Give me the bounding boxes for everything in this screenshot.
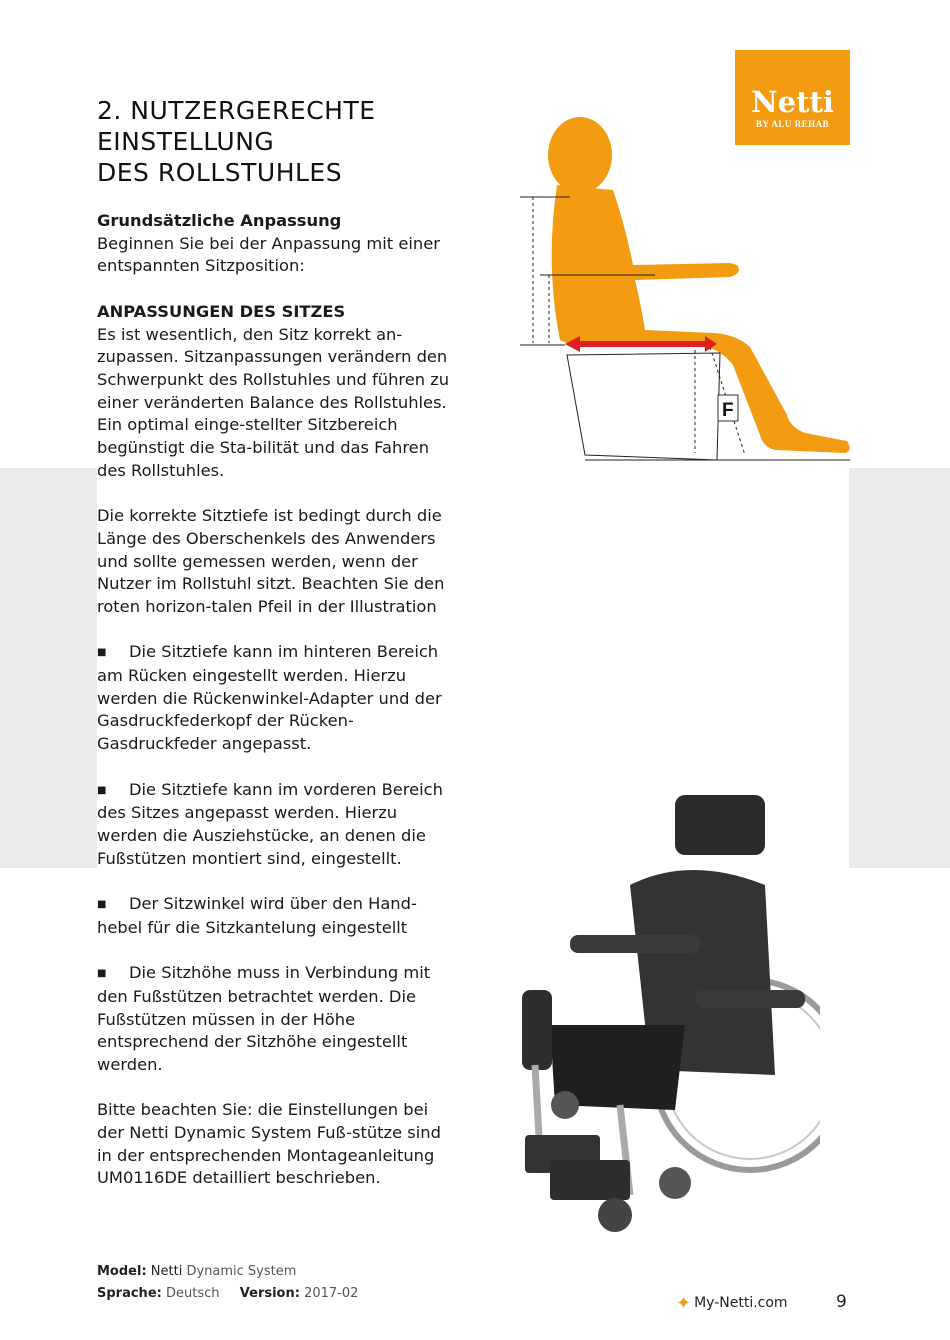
seat-text: Es ist wesentlich, den Sitz korrekt an-zupassen. Sitzanpassungen verändern den Schwerpunkt des Rollstuhles und führen zu einer veränderten Balance des Rollstuhles. Ein optimal einge-stellter Sitzbereich begünstigt die Sta-bilität und das Fahren des Rollstuhles. xyxy=(97,324,450,480)
title-line-2: EINSTELLUNG xyxy=(97,127,275,156)
seating-illustration xyxy=(505,115,855,475)
version-value: 2017-02 xyxy=(304,1286,359,1301)
title-line-3: DES ROLLSTUHLES xyxy=(97,158,343,187)
butterfly-icon: ✦ xyxy=(676,1293,692,1314)
model-label: Model: xyxy=(97,1264,147,1279)
basic-text: Beginnen Sie bei der Anpassung mit einer entspannten Sitzposition: xyxy=(97,233,440,276)
model-line xyxy=(97,1261,358,1283)
version-label: Version: xyxy=(239,1286,300,1301)
website-text: My-Netti.com xyxy=(694,1295,788,1311)
note-paragraph: Bitte beachten Sie: die Einstellungen bei der Netti Dynamic System Fuß-stütze sind in der entsprechenden Montageanleitung UM0116DE detailliert beschrieben. xyxy=(97,1100,441,1188)
website-link[interactable] xyxy=(676,1293,788,1314)
page-number: 9 xyxy=(836,1292,847,1312)
bullet-item: ■ Die Sitztiefe kann im hinteren Bereich am Rücken eingestellt werden. Hierzu werden die Rückenwinkel-Adapter und der Gasdruckfederkopf der Rücken-Gasdruckfeder angepasst. xyxy=(97,641,452,756)
model-value: Dynamic System xyxy=(186,1264,297,1279)
basic-heading: Grundsätzliche Anpassung xyxy=(97,211,342,230)
body-text xyxy=(97,210,452,1213)
language-line xyxy=(97,1283,358,1305)
page-title xyxy=(97,95,376,188)
language-value: Deutsch xyxy=(165,1286,220,1301)
document-footer xyxy=(97,1261,358,1305)
bullet-item: ■ Die Sitzhöhe muss in Verbindung mit den Fußstützen betrachtet werden. Die Fußstützen müssen in der Höhe entsprechend der Sitzhöhe eingestellt werden. xyxy=(97,962,452,1077)
wheelchair-illustration xyxy=(522,795,820,1232)
bullet-item: ■ Der Sitzwinkel wird über den Hand-hebel für die Sitzkantelung eingestellt xyxy=(97,893,452,939)
bullet-item: ■ Die Sitztiefe kann im vorderen Bereich des Sitzes angepasst werden. Hierzu werden die Ausziehstücke, an denen die Fußstützen montiert sind, eingestellt. xyxy=(97,779,452,871)
figure-silhouette xyxy=(548,117,850,453)
label-f: F xyxy=(722,400,734,421)
logo-brand: Netti xyxy=(751,85,834,119)
seat-section xyxy=(97,301,452,483)
wheelchair-photo xyxy=(510,785,820,1245)
title-line-1: 2. NUTZERGERECHTE xyxy=(97,96,376,125)
language-label: Sprache: xyxy=(97,1286,162,1301)
model-brand: Netti xyxy=(150,1264,183,1279)
depth-paragraph: Die korrekte Sitztiefe ist bedingt durch die Länge des Oberschenkels des Anwenders und sollte gemessen werden, wenn der Nutzer im Rollstuhl sitzt. Beachten Sie den roten horizon-talen Pfeil in der Illustration xyxy=(97,506,445,616)
logo-subtitle: BY ALU REHAB xyxy=(755,119,830,129)
basic-section xyxy=(97,210,452,278)
seat-heading: ANPASSUNGEN DES SITZES xyxy=(97,301,346,321)
